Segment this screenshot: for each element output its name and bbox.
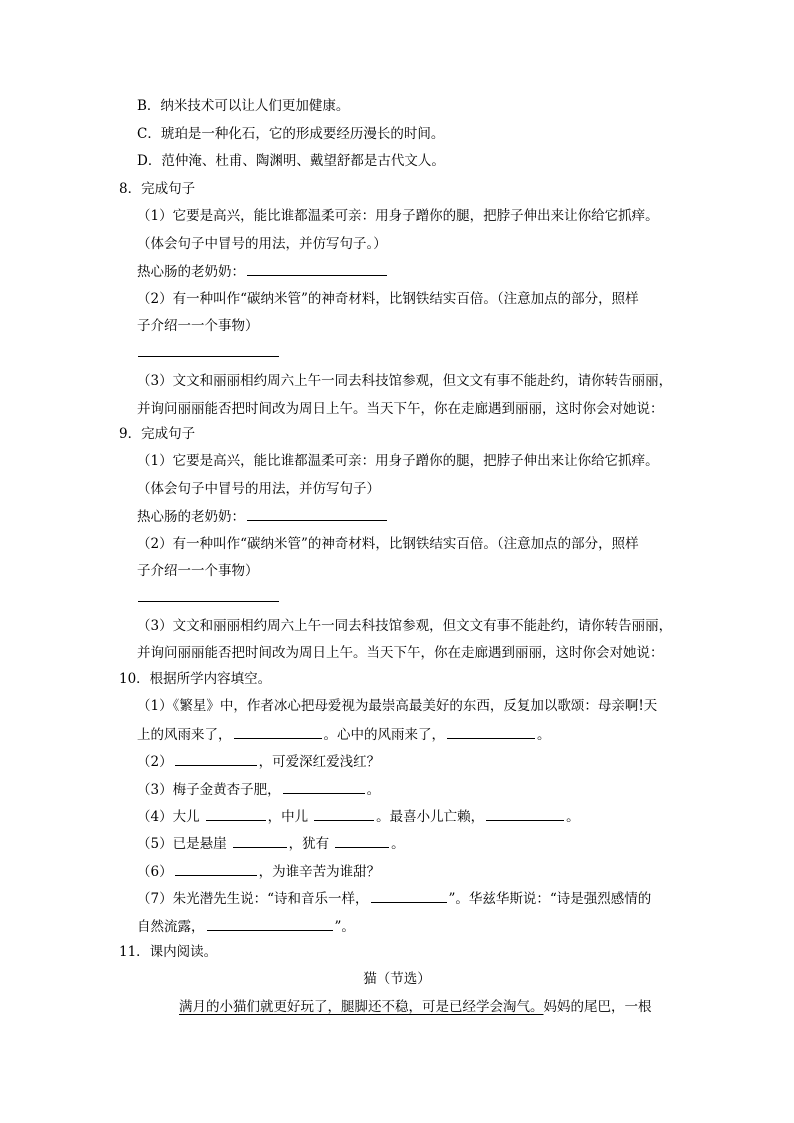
q10-item7-blank-1[interactable] <box>371 888 447 903</box>
q9-s2-line2: 子介绍一一个事物） <box>137 563 259 579</box>
q10-item7-end: ”。 <box>334 919 355 935</box>
q10-item6 <box>137 861 380 882</box>
q10-item1-line1: （1）《繁星》中，作者冰心把母爱视为最崇高最美好的东西，反复加以歌颂：母亲啊!天 <box>137 698 658 714</box>
q10-item4 <box>137 806 580 827</box>
q10-item2 <box>137 751 380 772</box>
q10-item5 <box>137 833 405 854</box>
q11-heading: 11．课内阅读。 <box>119 944 218 960</box>
q9-s1-line2: （体会句子中冒号的用法，并仿写句子） <box>137 481 380 497</box>
q10-item2-text: ，可爱深红爱浅红？ <box>258 754 381 770</box>
q8-s1-blank[interactable] <box>247 261 387 276</box>
q10-item5-blank-1[interactable] <box>233 833 287 848</box>
q8-s1-line1: （1）它要是高兴，能比谁都温柔可亲：用身子蹭你的腿，把脖子伸出来让你给它抓痒。 <box>137 208 659 224</box>
q10-item4-text-b: ，中儿 <box>267 809 309 825</box>
q10-item4-blank-3[interactable] <box>486 806 564 821</box>
q8-s1-prompt: 热心肠的老奶奶： <box>137 264 245 280</box>
q10-item6-text: ，为谁辛苦为谁甜？ <box>258 864 381 880</box>
q9-s1-line3 <box>137 506 389 527</box>
q10-item3 <box>137 779 380 800</box>
q10-item7-text-c: 自然流露， <box>137 919 205 935</box>
passage-text: 妈妈的尾巴，一根 <box>543 999 652 1015</box>
passage-paragraph-1 <box>179 997 652 1017</box>
q10-item1-text-a: 上的风雨来了， <box>137 727 232 743</box>
q10-item7-text-a: （7）朱光潜先生说：“诗和音乐一样， <box>137 891 369 907</box>
q9-s1-blank[interactable] <box>247 506 387 521</box>
option-b: B．纳米技术可以让人们更加健康。 <box>137 98 350 114</box>
q10-item7-line1 <box>137 888 651 909</box>
q8-s2-line2: 子介绍一一个事物） <box>137 318 259 334</box>
q8-s1-line2: （体会句子中冒号的用法，并仿写句子。） <box>137 236 387 252</box>
passage-underlined-sentence: 满月的小猫们就更好玩了，腿脚还不稳，可是已经学会淘气。 <box>179 999 544 1015</box>
q10-item4-blank-2[interactable] <box>314 806 374 821</box>
q10-item5-text-b: ，犹有 <box>288 836 330 852</box>
q10-item4-text-c: 。最喜小儿亡赖， <box>376 809 485 825</box>
q10-item2-blank[interactable] <box>175 751 257 766</box>
q9-s3-line2: 并询问丽丽能否把时间改为周日上午。当天下午，你在走廊遇到丽丽，这时你会对她说： <box>137 645 664 661</box>
option-d: D．范仲淹、杜甫、陶渊明、戴望舒都是古代文人。 <box>137 153 445 169</box>
q10-item3-end: 。 <box>366 782 381 798</box>
q10-item2-num: （2） <box>137 754 173 770</box>
option-c: C．琥珀是一种化石，它的形成要经历漫长的时间。 <box>137 126 445 142</box>
q10-item7-text-b: ”。华兹华斯说：“诗是强烈感情的 <box>448 891 652 907</box>
q10-item1-blank-1[interactable] <box>234 724 322 739</box>
passage-title: 猫（节选） <box>363 971 431 987</box>
q10-item6-num: （6） <box>137 864 173 880</box>
q10-item1-text-c: 。 <box>537 727 551 743</box>
q9-s3-line1: （3）文文和丽丽相约周六上午一同去科技馆参观，但文文有事不能赴约，请你转告丽丽， <box>137 618 673 634</box>
q10-item7-blank-2[interactable] <box>207 916 333 931</box>
q8-s3-line2: 并询问丽丽能否把时间改为周日上午。当天下午，你在走廊遇到丽丽，这时你会对她说： <box>137 401 664 417</box>
q8-s2-line1: （2）有一种叫作“碳纳米管”的神奇材料，比钢铁结实百倍。（注意加点的部分，照样 <box>137 291 639 307</box>
q10-item5-text-a: （5）已是悬崖 <box>137 836 227 852</box>
q10-item5-end: 。 <box>391 836 405 852</box>
q10-item3-blank[interactable] <box>283 779 365 794</box>
q10-item1-blank-2[interactable] <box>447 724 535 739</box>
q8-s2-answer-line[interactable] <box>138 356 279 357</box>
q10-item4-blank-1[interactable] <box>206 806 266 821</box>
q8-s1-line3 <box>137 261 389 282</box>
q9-s1-prompt: 热心肠的老奶奶： <box>137 509 245 525</box>
q8-s3-line1: （3）文文和丽丽相约周六上午一同去科技馆参观，但文文有事不能赴约，请你转告丽丽， <box>137 373 673 389</box>
q10-item5-blank-2[interactable] <box>335 833 389 848</box>
q8-heading: 8．完成句子 <box>119 181 196 197</box>
q9-s1-line1: （1）它要是高兴，能比谁都温柔可亲：用身子蹭你的腿，把脖子伸出来让你给它抓痒。 <box>137 453 659 469</box>
q10-item3-text: （3）梅子金黄杏子肥， <box>137 782 281 798</box>
q10-item6-blank[interactable] <box>175 861 257 876</box>
q10-item1-line2 <box>137 724 551 745</box>
q9-s2-answer-line[interactable] <box>138 601 279 602</box>
q10-item4-end: 。 <box>566 809 580 825</box>
q10-item1-text-b: 。心中的风雨来了， <box>323 727 445 743</box>
q10-heading: 10．根据所学内容填空。 <box>119 671 272 687</box>
q9-heading: 9．完成句子 <box>119 426 196 442</box>
q9-s2-line1: （2）有一种叫作“碳纳米管”的神奇材料，比钢铁结实百倍。（注意加点的部分，照样 <box>137 536 639 552</box>
q10-item4-text-a: （4）大儿 <box>137 809 200 825</box>
q10-item7-line2 <box>137 916 355 937</box>
